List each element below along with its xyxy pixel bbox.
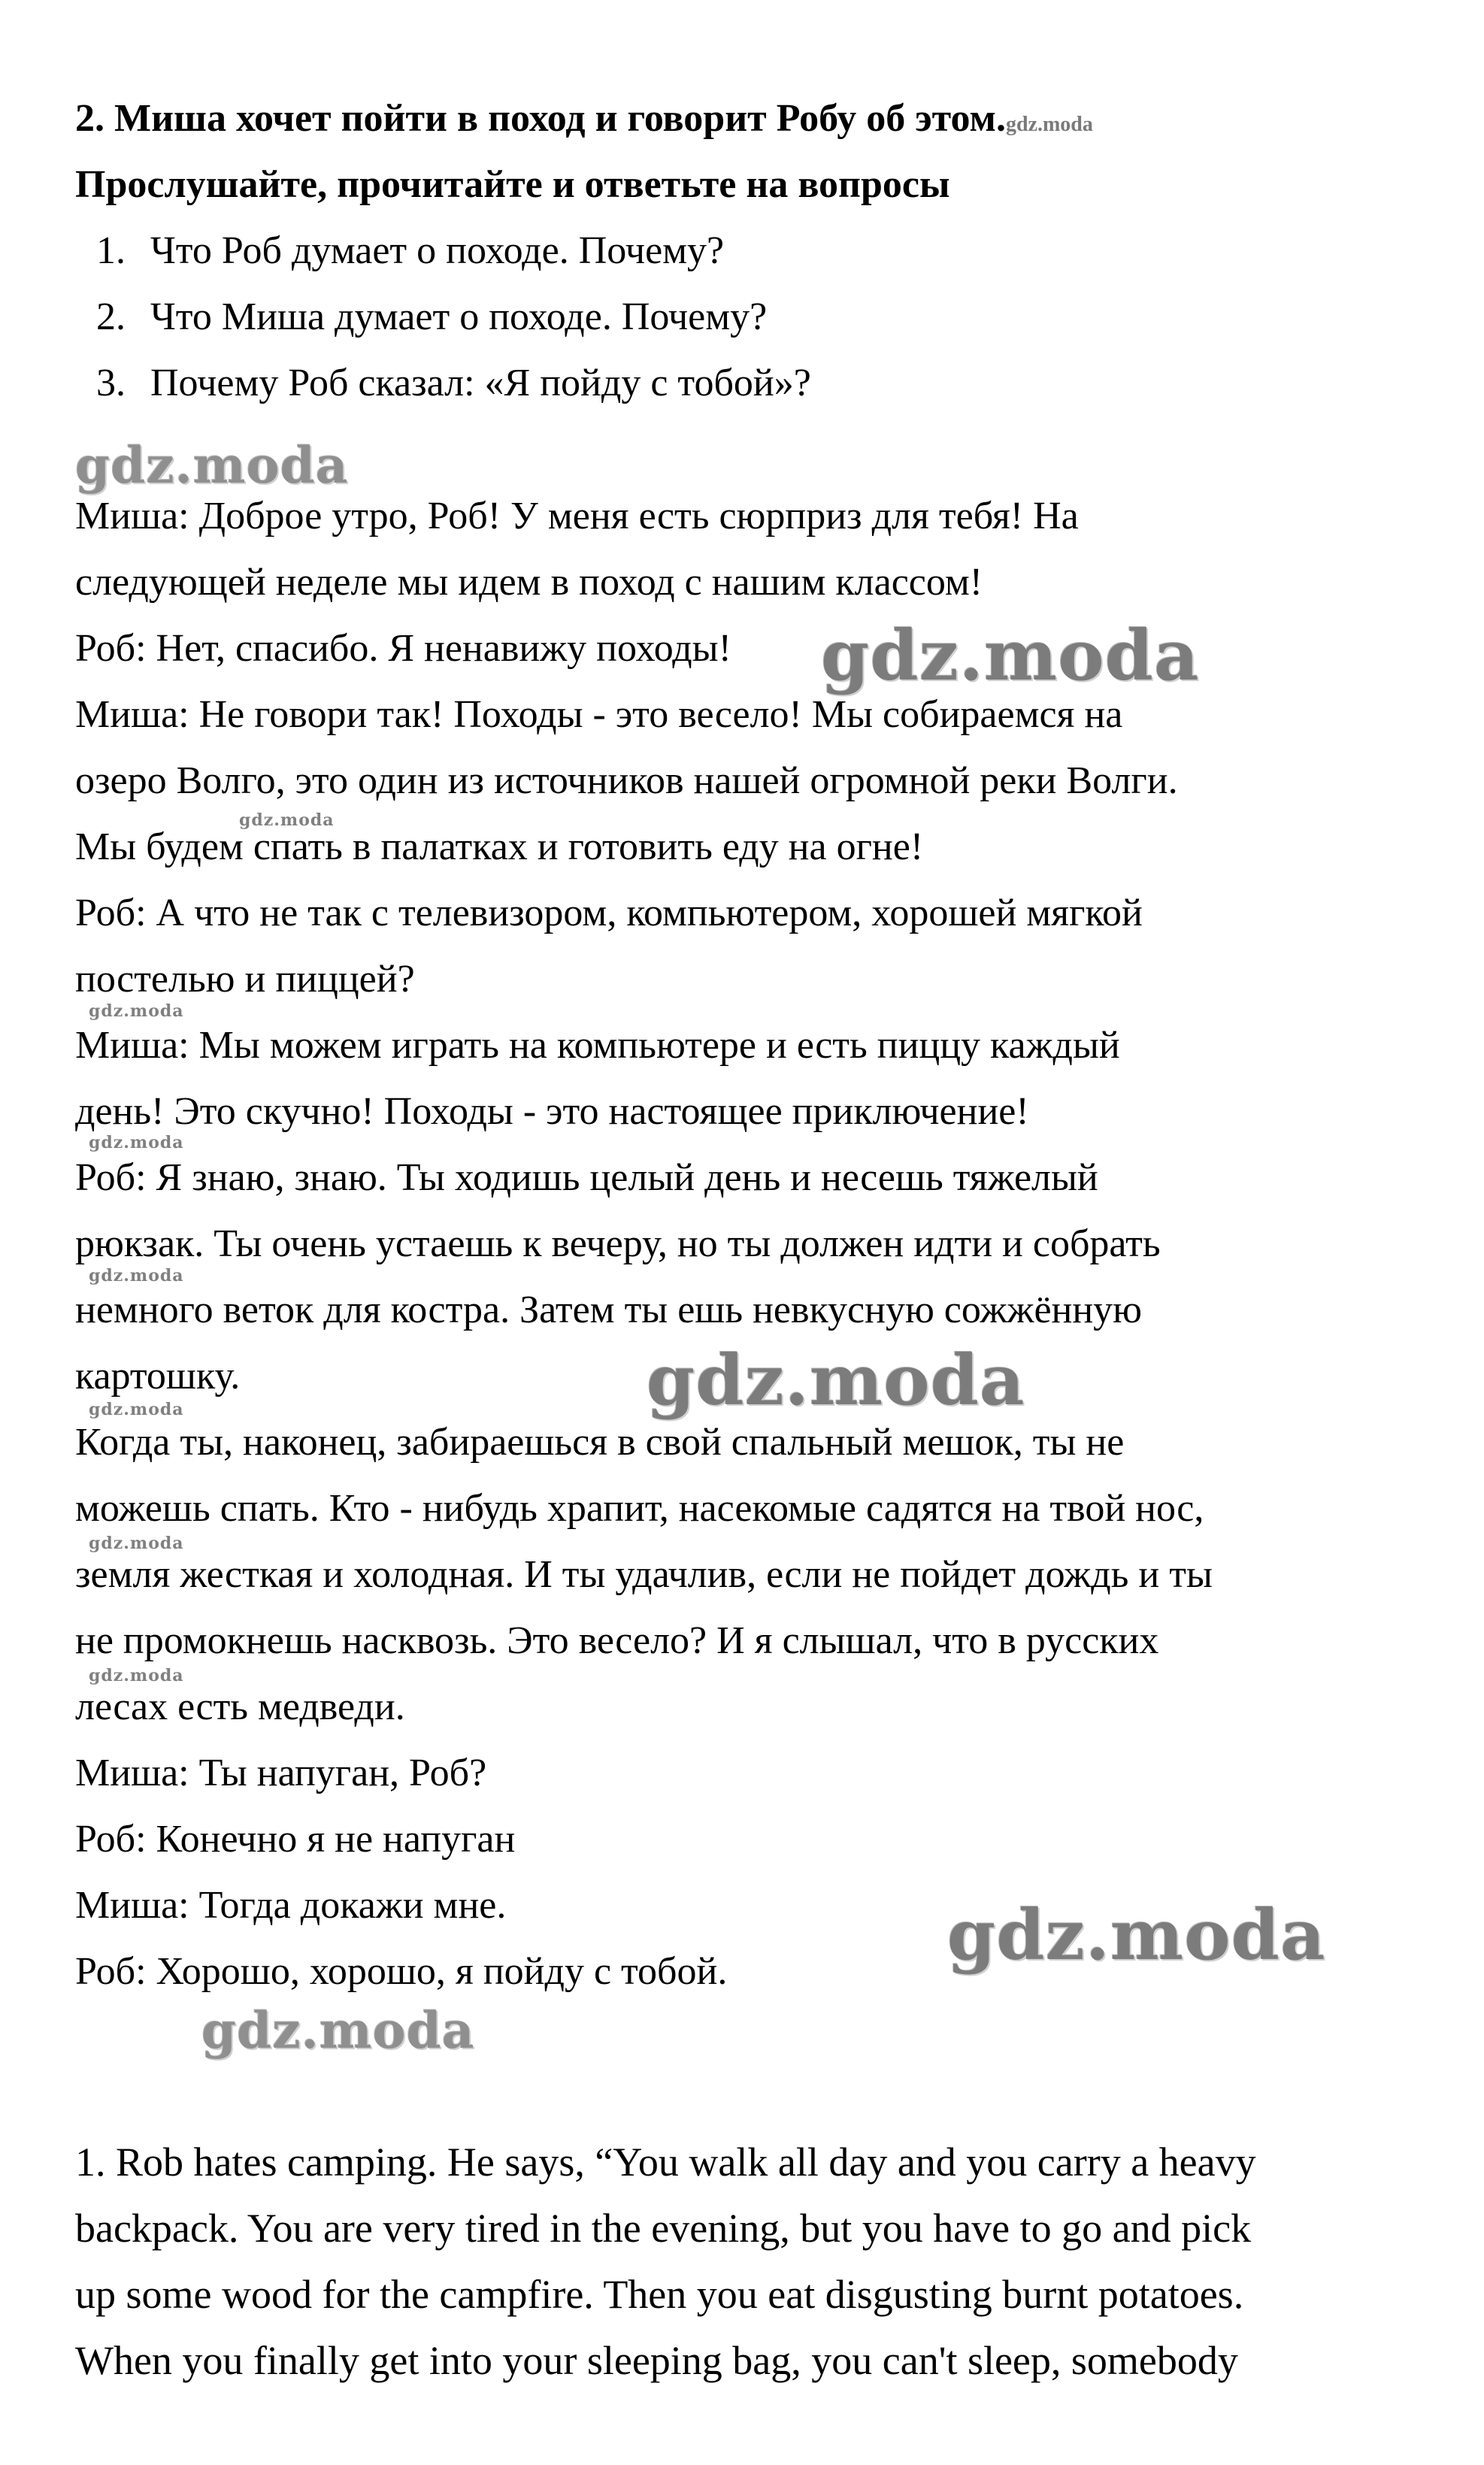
dialogue-line: лесах есть медведи. <box>75 1685 405 1728</box>
question-item <box>96 361 811 406</box>
question-item <box>96 295 767 340</box>
watermark: gdz.moda <box>89 1666 184 1685</box>
watermark: gdz.moda <box>89 1534 184 1553</box>
watermark: gdz.moda <box>89 1133 184 1152</box>
dialogue-line: озеро Волго, это один из источников нашей огромной реки Волги. <box>75 759 1178 802</box>
watermark: gdz.moda <box>647 1340 1025 1421</box>
dialogue-line: следующей неделе мы идем в поход с нашим классом! <box>75 561 983 604</box>
task-instruction: Прослушайте, прочитайте и ответьте на вопросы <box>75 163 950 206</box>
answer-line: When you finally get into your sleeping bag, you can't sleep, somebody <box>75 2338 1238 2383</box>
question-text: Что Миша думает о походе. Почему? <box>150 295 768 338</box>
answer-line: backpack. You are very tired in the evening, but you have to go and pick <box>75 2206 1252 2251</box>
dialogue-line: немного веток для костра. Затем ты ешь невкусную сожжённую <box>75 1289 1143 1331</box>
answer-line: up some wood for the campfire. Then you eat disgusting burnt potatoes. <box>75 2272 1244 2317</box>
dialogue-line: Когда ты, наконец, забираешься в свой спальный мешок, ты не <box>75 1421 1125 1464</box>
task-title-text: 2. Миша хочет пойти в поход и говорит Робу об этом. <box>75 97 1006 140</box>
dialogue-line: земля жесткая и холодная. И ты удачлив, если не пойдет дождь и ты <box>75 1553 1213 1596</box>
dialogue-line: Миша: Тогда докажи мне. <box>75 1884 507 1927</box>
dialogue-line: рюкзак. Ты очень устаешь к вечеру, но ты должен идти и собрать <box>75 1222 1161 1265</box>
watermark: gdz.moda <box>89 1400 184 1419</box>
dialogue-line: Мы будем спать в палатках и готовить еду на огне! <box>75 825 924 868</box>
watermark: gdz.moda <box>89 1266 184 1285</box>
watermark: gdz.moda <box>75 436 349 495</box>
question-item <box>96 229 724 274</box>
dialogue-line: день! Это скучно! Походы - это настоящее приключение! <box>75 1090 1029 1133</box>
question-text: Почему Роб сказал: «Я пойду с тобой»? <box>150 362 811 404</box>
answer-line: 1. Rob hates camping. He says, “You walk all day and you carry a heavy <box>75 2139 1256 2185</box>
watermark: gdz.moda <box>239 810 335 830</box>
question-number: 1. <box>96 229 126 272</box>
task-title <box>75 96 1093 147</box>
dialogue-line: можешь спать. Кто - нибудь храпит, насекомые садятся на твой нос, <box>75 1487 1204 1530</box>
dialogue-line: Роб: Нет, спасибо. Я ненавижу походы! <box>75 627 731 670</box>
dialogue-line: Роб: Конечно я не напуган <box>75 1818 516 1861</box>
dialogue-line: Роб: Хорошо, хорошо, я пойду с тобой. <box>75 1950 728 1993</box>
watermark: gdz.moda <box>201 2001 475 2060</box>
dialogue-line: Миша: Ты напуган, Роб? <box>75 1752 487 1794</box>
dialogue-line: Миша: Доброе утро, Роб! У меня есть сюрприз для тебя! На <box>75 495 1079 538</box>
title-watermark: gdz.moda <box>1005 113 1093 136</box>
watermark: gdz.moda <box>821 615 1200 696</box>
question-number: 3. <box>96 362 126 404</box>
watermark: gdz.moda <box>947 1894 1326 1976</box>
question-number: 2. <box>96 295 126 338</box>
dialogue-line: Роб: А что не так с телевизором, компьютером, хорошей мягкой <box>75 892 1143 934</box>
watermark: gdz.moda <box>89 1001 184 1021</box>
dialogue-line: Роб: Я знаю, знаю. Ты ходишь целый день и несешь тяжелый <box>75 1156 1098 1199</box>
dialogue-line: не промокнешь насквозь. Это весело? И я слышал, что в русских <box>75 1619 1159 1662</box>
dialogue-line: картошку. <box>75 1355 241 1398</box>
dialogue-line: Миша: Мы можем играть на компьютере и есть пиццу каждый <box>75 1024 1120 1067</box>
dialogue-line: Миша: Не говори так! Походы - это весело! Мы собираемся на <box>75 693 1123 736</box>
question-text: Что Роб думает о походе. Почему? <box>150 229 725 272</box>
dialogue-line: постелью и пиццей? <box>75 958 415 1001</box>
